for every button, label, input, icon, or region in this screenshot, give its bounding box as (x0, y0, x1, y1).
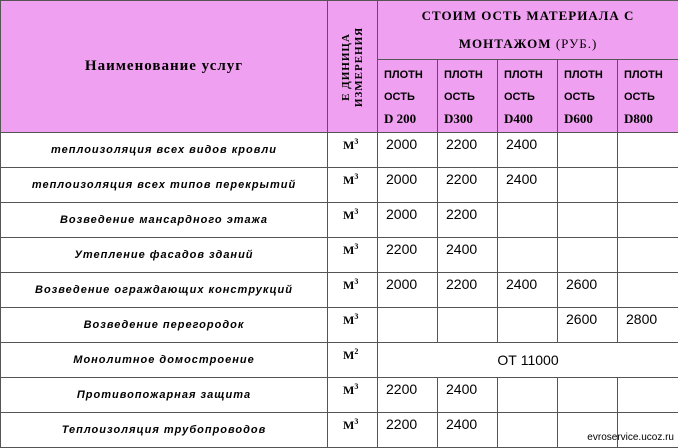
service-name: Возведение ограждающих конструкций (1, 273, 328, 308)
price-cell (558, 133, 618, 168)
price-cell: 2200 (378, 413, 438, 448)
unit-exponent: 3 (354, 417, 358, 426)
unit-cell (328, 238, 378, 273)
service-name: теплоизоляция всех типов перекрытий (1, 168, 328, 203)
unit-header-line1: Е ДИНИЦА (340, 26, 353, 106)
unit-base: М (343, 173, 354, 187)
price-cell (618, 273, 678, 308)
unit-base: М (343, 313, 354, 327)
density-header-1 (378, 60, 438, 133)
price-cell: 2400 (498, 133, 558, 168)
unit-base: М (343, 208, 354, 222)
price-cell (498, 308, 558, 343)
price-cell: 2800 (618, 308, 678, 343)
unit-cell (328, 413, 378, 448)
price-cell (618, 133, 678, 168)
unit-exponent: 3 (354, 137, 358, 146)
service-name: теплоизоляция всех видов кровли (1, 133, 328, 168)
density-label: ОСТЬ (624, 91, 655, 103)
cost-currency: (РУБ.) (556, 36, 597, 51)
price-cell: 2000 (378, 133, 438, 168)
price-cell: 2200 (378, 378, 438, 413)
density-label: ПЛОТН (384, 69, 423, 81)
price-cell (618, 168, 678, 203)
table-row (1, 133, 678, 168)
unit-cell (328, 378, 378, 413)
unit-exponent: 3 (354, 277, 358, 286)
service-name: Возведение перегородок (1, 308, 328, 343)
price-cell: 2000 (378, 168, 438, 203)
density-label: ОСТЬ (444, 91, 475, 103)
unit-cell (328, 308, 378, 343)
service-name: Утепление фасадов зданий (1, 238, 328, 273)
unit-base: М (343, 138, 354, 152)
density-header-4 (558, 60, 618, 133)
price-cell: 2400 (438, 413, 498, 448)
table-row (1, 168, 678, 203)
unit-cell (328, 203, 378, 238)
unit-cell (328, 273, 378, 308)
table-row (1, 378, 678, 413)
service-name: Возведение мансардного этажа (1, 203, 328, 238)
density-label: ОСТЬ (384, 91, 415, 103)
price-cell: 2200 (438, 133, 498, 168)
price-cell: 2200 (438, 273, 498, 308)
price-cell: 2000 (378, 203, 438, 238)
unit-cell (328, 133, 378, 168)
density-header-5 (618, 60, 678, 133)
unit-header (328, 1, 378, 133)
unit-base: М (343, 418, 354, 432)
table-row (1, 413, 678, 448)
unit-exponent: 3 (354, 207, 358, 216)
density-label: ПЛОТН (444, 69, 483, 81)
unit-exponent: 3 (354, 172, 358, 181)
service-name: Теплоизоляция трубопроводов (1, 413, 328, 448)
price-cell: 2600 (558, 308, 618, 343)
price-cell: 2400 (438, 238, 498, 273)
price-cell: 2200 (378, 238, 438, 273)
unit-base: М (343, 383, 354, 397)
price-cell (558, 168, 618, 203)
unit-base: М (343, 348, 354, 362)
price-cell (558, 203, 618, 238)
price-cell (498, 238, 558, 273)
price-cell (378, 308, 438, 343)
density-label: ОСТЬ (504, 91, 535, 103)
density-code: D800 (624, 108, 678, 130)
table-row (1, 308, 678, 343)
cost-header (378, 1, 678, 60)
density-header-3 (498, 60, 558, 133)
price-cell: 2200 (438, 203, 498, 238)
unit-exponent: 3 (354, 382, 358, 391)
unit-base: М (343, 243, 354, 257)
services-header: Наименование услуг (1, 1, 328, 133)
price-cell (438, 308, 498, 343)
density-label: ПЛОТН (624, 69, 663, 81)
unit-base: М (343, 278, 354, 292)
service-name: Монолитное домостроение (1, 343, 328, 378)
price-cell: 2400 (498, 273, 558, 308)
price-cell: 2400 (498, 168, 558, 203)
price-cell (618, 238, 678, 273)
density-code: D300 (444, 108, 497, 130)
price-cell (558, 238, 618, 273)
density-code: D 200 (384, 108, 437, 130)
density-code: D400 (504, 108, 557, 130)
price-cell: 2000 (378, 273, 438, 308)
unit-cell (328, 168, 378, 203)
unit-exponent: 3 (354, 242, 358, 251)
price-cell (498, 413, 558, 448)
price-cell (618, 203, 678, 238)
price-cell: 2600 (558, 273, 618, 308)
price-cell: 2200 (438, 168, 498, 203)
density-header-2 (438, 60, 498, 133)
table-row (1, 203, 678, 238)
cost-title: СТОИМ ОСТЬ МАТЕРИАЛА С МОНТАЖОМ (422, 8, 635, 51)
table-row (1, 273, 678, 308)
price-cell (558, 378, 618, 413)
price-cell: 2400 (438, 378, 498, 413)
price-range-cell: ОТ 11000 (378, 343, 678, 378)
service-name: Противопожарная защита (1, 378, 328, 413)
table-row (1, 238, 678, 273)
table-row (1, 343, 678, 378)
unit-exponent: 3 (354, 312, 358, 321)
price-cell (618, 378, 678, 413)
density-label: ОСТЬ (564, 91, 595, 103)
unit-exponent: 2 (354, 347, 358, 356)
price-cell (498, 203, 558, 238)
price-cell (498, 378, 558, 413)
site-watermark: evroservice.ucoz.ru (587, 432, 674, 443)
unit-cell (328, 343, 378, 378)
density-label: ПЛОТН (504, 69, 543, 81)
unit-header-line2: ИЗМЕРЕНИЯ (353, 26, 366, 106)
density-code: D600 (564, 108, 617, 130)
density-label: ПЛОТН (564, 69, 603, 81)
